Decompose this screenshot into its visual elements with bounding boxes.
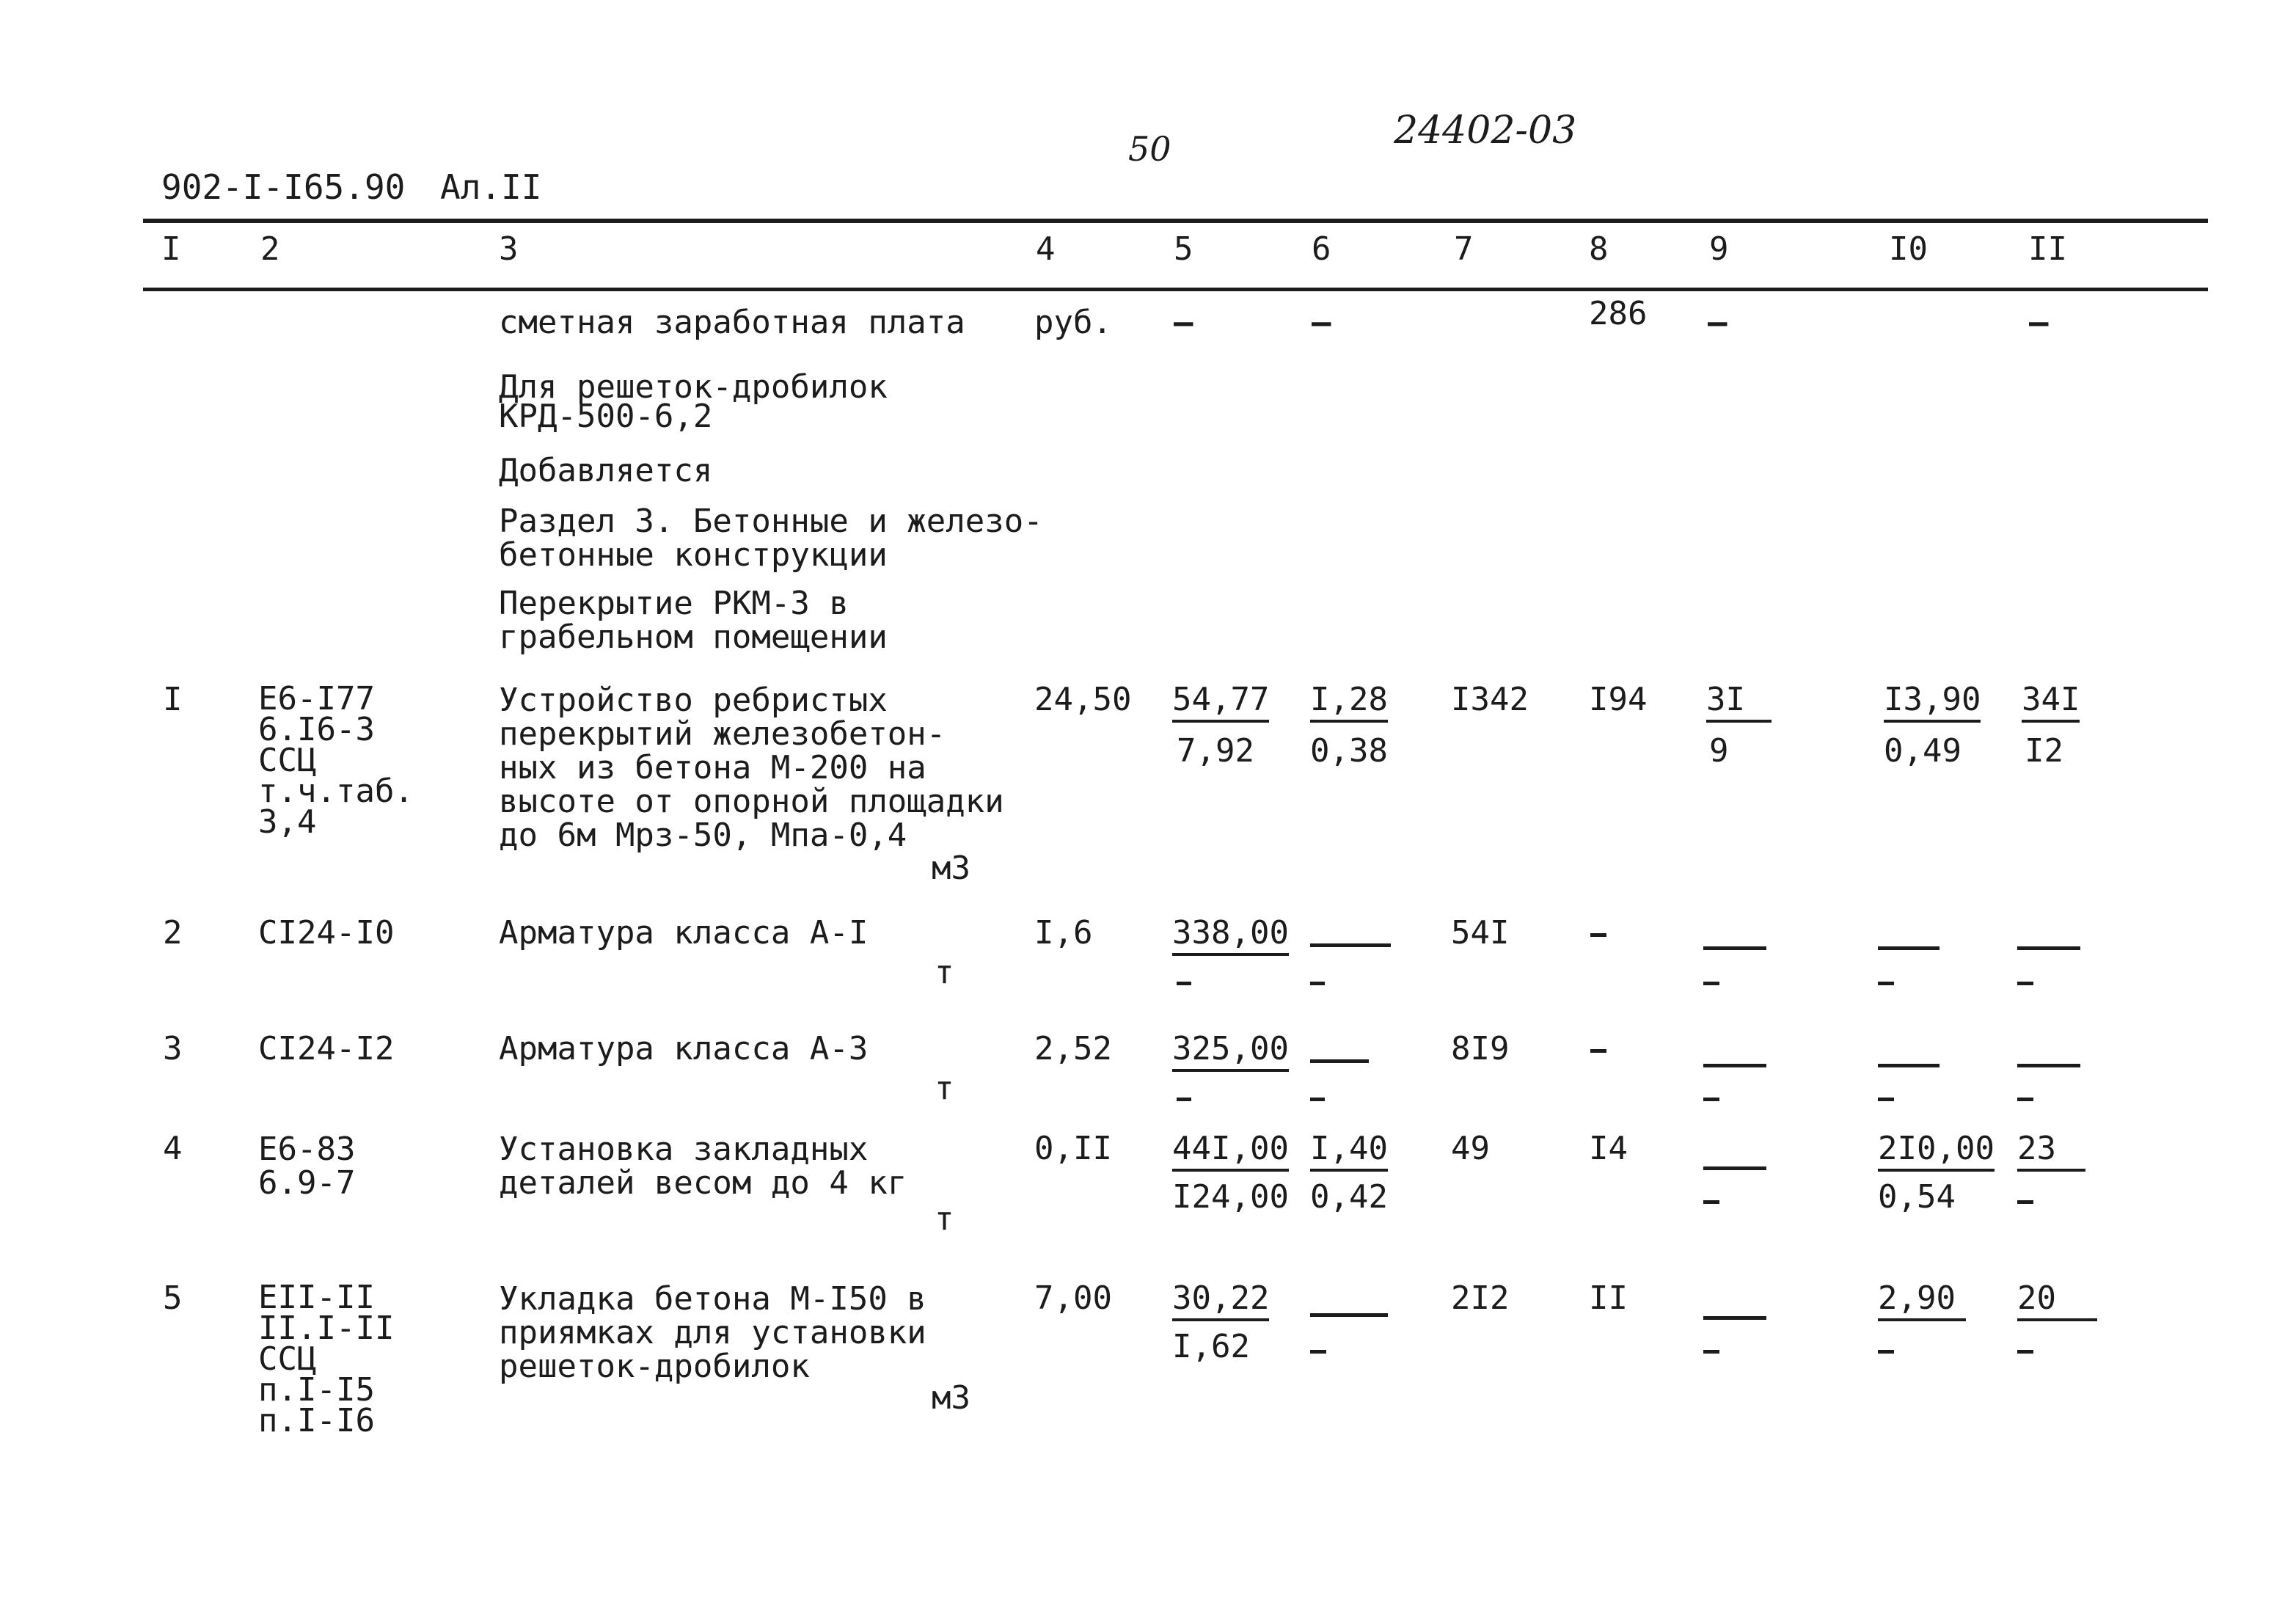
row-quantity: 0,II bbox=[1034, 1130, 1112, 1167]
row-quantity: 7,00 bbox=[1034, 1279, 1112, 1317]
document-code: 902-I-I65.90 bbox=[161, 167, 406, 207]
col6-bottom: 0,38 bbox=[1310, 732, 1388, 770]
col6-top: I,40 bbox=[1310, 1133, 1388, 1172]
col10-top-dash bbox=[1878, 946, 1939, 950]
col9-top: 3I bbox=[1706, 684, 1772, 723]
col9-top-dash bbox=[1703, 1064, 1766, 1067]
col5-bottom: 7,92 bbox=[1177, 732, 1254, 770]
col9-bottom-dash bbox=[1703, 1200, 1719, 1204]
col8-value: II bbox=[1589, 1279, 1628, 1317]
row-unit: т bbox=[935, 1200, 954, 1238]
col11-bottom-dash bbox=[2017, 1200, 2033, 1204]
row-quantity: I,6 bbox=[1034, 914, 1093, 952]
row-code: СI24-I0 bbox=[258, 914, 395, 952]
col5-top: 338,00 bbox=[1172, 917, 1289, 956]
col11-top-dash bbox=[2017, 1064, 2080, 1067]
column-header: I bbox=[161, 230, 181, 268]
column-header: 5 bbox=[1174, 230, 1193, 268]
row-code: ЕII-II II.I-II ССЦ п.I-I5 п.I-I6 bbox=[258, 1279, 395, 1439]
col10-bottom-dash bbox=[1878, 1350, 1894, 1354]
col10-bottom-dash bbox=[1878, 1098, 1894, 1101]
wage-unit: руб. bbox=[1034, 304, 1112, 341]
col6-bottom-dash bbox=[1310, 1350, 1326, 1354]
col9-top-dash bbox=[1703, 946, 1766, 950]
floor-heading: Перекрытие РКМ-3 в грабельном помещении bbox=[499, 585, 888, 656]
col6-top-dash bbox=[1310, 1313, 1388, 1317]
wage-col5: – bbox=[1174, 304, 1193, 341]
col6-bottom-dash bbox=[1310, 982, 1325, 985]
col7-value: 49 bbox=[1451, 1130, 1490, 1167]
row-unit: м3 bbox=[932, 850, 970, 887]
column-header: II bbox=[2028, 230, 2067, 268]
col5-top: 44I,00 bbox=[1172, 1133, 1289, 1172]
column-header: 4 bbox=[1036, 230, 1056, 268]
col11-bottom-dash bbox=[2017, 1350, 2033, 1354]
row-number: 4 bbox=[163, 1130, 183, 1167]
col11-bottom-dash bbox=[2017, 982, 2033, 985]
row-unit: т bbox=[935, 1070, 954, 1107]
column-header: 3 bbox=[499, 230, 519, 268]
col9-bottom: 9 bbox=[1709, 732, 1729, 770]
col11-bottom-dash bbox=[2017, 1098, 2033, 1101]
section-heading: Раздел 3. Бетонные и железо- бетонные конструкции bbox=[499, 503, 1043, 574]
row-code: Е6-I77 6.I6-3 ССЦ т.ч.таб. 3,4 bbox=[258, 680, 414, 841]
col11-bottom: I2 bbox=[2025, 732, 2063, 770]
col11-top-dash bbox=[2017, 946, 2080, 950]
col9-bottom-dash bbox=[1703, 1350, 1719, 1354]
col5-bottom: I,62 bbox=[1172, 1328, 1250, 1365]
sheet-label: Ал.II bbox=[440, 167, 542, 207]
col6-top-dash bbox=[1310, 1059, 1369, 1063]
column-header: 9 bbox=[1709, 230, 1729, 268]
row-quantity: 24,50 bbox=[1034, 681, 1132, 718]
col5-bottom: I24,00 bbox=[1172, 1178, 1289, 1216]
col10-top: 2I0,00 bbox=[1878, 1133, 1995, 1172]
col5-bottom-dash bbox=[1177, 1098, 1191, 1101]
col5-top: 30,22 bbox=[1172, 1282, 1269, 1321]
row-description: Арматура класса А-3 bbox=[499, 1030, 869, 1067]
col6-top: I,28 bbox=[1310, 684, 1388, 723]
wage-label: сметная заработная плата bbox=[499, 304, 965, 341]
col8-value: I4 bbox=[1589, 1130, 1628, 1167]
col9-top-dash bbox=[1703, 1166, 1766, 1170]
wage-col9: – bbox=[1708, 304, 1728, 341]
col11-top: 34I bbox=[2022, 684, 2080, 723]
row-description: Укладка бетона М-I50 в приямках для установки решеток-дробилок bbox=[499, 1280, 926, 1385]
col9-bottom-dash bbox=[1703, 1098, 1719, 1101]
col7-value: 8I9 bbox=[1451, 1030, 1510, 1067]
col5-bottom-dash bbox=[1177, 982, 1191, 985]
col11-top: 23 bbox=[2017, 1133, 2085, 1172]
col9-bottom-dash bbox=[1703, 982, 1719, 985]
row-description: Арматура класса А-I bbox=[499, 914, 869, 952]
column-header: 7 bbox=[1454, 230, 1474, 268]
col5-top: 325,00 bbox=[1172, 1033, 1289, 1072]
col8-dash bbox=[1590, 933, 1606, 937]
grates-heading: Для решеток-дробилок КРД-500-6,2 bbox=[499, 368, 888, 435]
table-header-rule bbox=[143, 288, 2208, 291]
column-header: 6 bbox=[1312, 230, 1331, 268]
col7-value: 2I2 bbox=[1451, 1279, 1510, 1317]
col10-top-dash bbox=[1878, 1064, 1939, 1067]
wage-col6: – bbox=[1312, 304, 1331, 341]
col10-top: 2,90 bbox=[1878, 1282, 1966, 1321]
column-header: I0 bbox=[1889, 230, 1928, 268]
table-top-rule bbox=[143, 219, 2208, 223]
col10-bottom-dash bbox=[1878, 982, 1894, 985]
col6-top-dash bbox=[1310, 943, 1391, 947]
col8-value: I94 bbox=[1589, 681, 1648, 718]
column-header: 8 bbox=[1589, 230, 1609, 268]
row-number: 3 bbox=[163, 1030, 183, 1067]
wage-col8: 286 bbox=[1589, 295, 1648, 332]
col10-bottom: 0,54 bbox=[1878, 1178, 1956, 1216]
col11-top: 20 bbox=[2017, 1282, 2097, 1321]
row-description: Установка закладных деталей весом до 4 кг bbox=[499, 1131, 907, 1202]
row-quantity: 2,52 bbox=[1034, 1030, 1112, 1067]
col7-value: I342 bbox=[1451, 681, 1529, 718]
row-number: I bbox=[163, 681, 183, 718]
col6-bottom: 0,42 bbox=[1310, 1178, 1388, 1216]
row-code: Е6-83 6.9-7 bbox=[258, 1131, 356, 1202]
row-code: СI24-I2 bbox=[258, 1030, 395, 1067]
col10-bottom: 0,49 bbox=[1884, 732, 1962, 770]
col6-bottom-dash bbox=[1310, 1098, 1325, 1101]
col7-value: 54I bbox=[1451, 914, 1510, 952]
row-description: Устройство ребристых перекрытий железобетон- ных из бетона М-200 на высоте от опорной площадки до 6м Мрз-50, Мпа-0,4 bbox=[499, 682, 1004, 854]
archive-number: 24402-03 bbox=[1394, 109, 1577, 153]
col9-top-dash bbox=[1703, 1316, 1766, 1320]
col8-dash bbox=[1590, 1049, 1606, 1053]
wage-col11: – bbox=[2029, 304, 2049, 341]
row-number: 2 bbox=[163, 914, 183, 952]
row-number: 5 bbox=[163, 1279, 183, 1317]
col10-top: I3,90 bbox=[1884, 684, 1981, 723]
row-unit: м3 bbox=[932, 1379, 970, 1417]
column-header: 2 bbox=[260, 230, 280, 268]
page-number: 50 bbox=[1128, 129, 1171, 169]
col5-top: 54,77 bbox=[1172, 684, 1269, 723]
added-heading: Добавляется bbox=[499, 452, 713, 489]
row-unit: т bbox=[935, 954, 954, 991]
